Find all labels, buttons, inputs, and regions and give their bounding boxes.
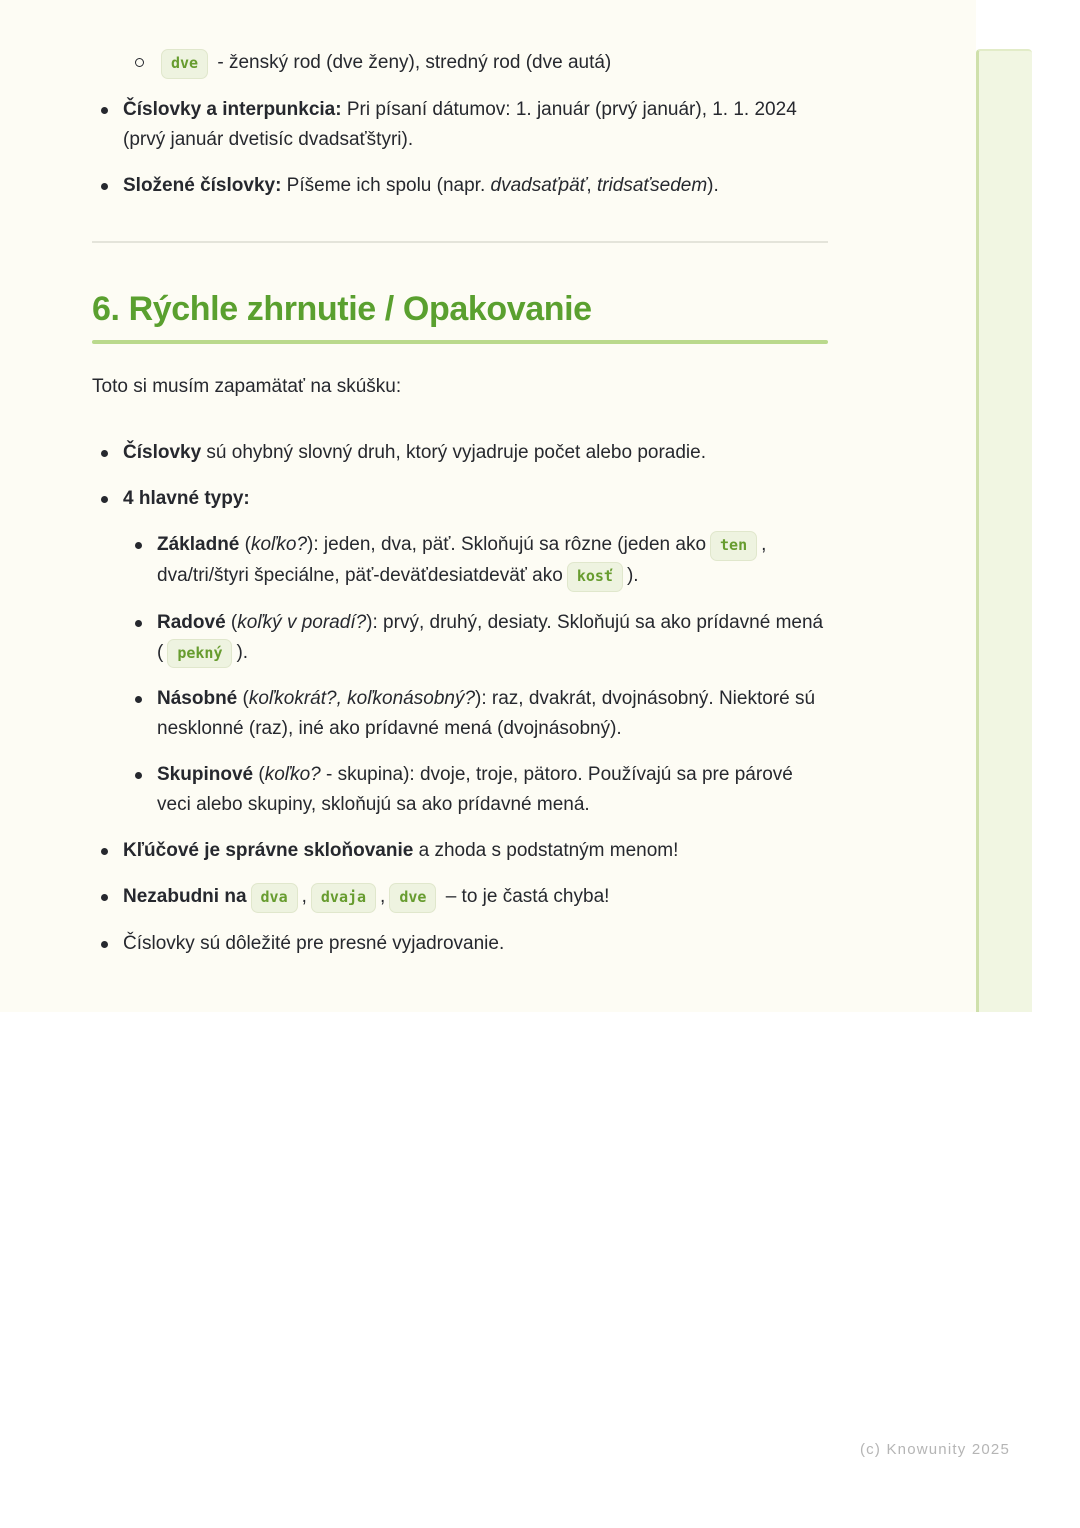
- code-badge: kosť: [567, 562, 623, 592]
- list-item-text: [157, 688, 815, 739]
- bold-text: Číslovky: [123, 442, 202, 464]
- code-badge: dve: [161, 49, 208, 79]
- bold-text: 4 hlavné typy:: [123, 488, 250, 510]
- bullet-disc-icon: [135, 620, 142, 627]
- list-item: [126, 608, 828, 669]
- plain-text: ,: [586, 174, 597, 196]
- code-badge: ten: [710, 531, 757, 561]
- italic-text: koľkokrát?, koľkonásobný?: [248, 688, 476, 710]
- plain-text: (: [239, 534, 251, 556]
- list-item-text: [157, 612, 823, 663]
- code-badge: dvaja: [311, 883, 376, 913]
- plain-text: – to je častá chyba!: [440, 886, 610, 908]
- bold-text: Základné: [157, 534, 240, 556]
- list-item-text: [123, 886, 609, 907]
- plain-text: Píšeme ich spolu (napr.: [281, 174, 491, 196]
- list-item: [92, 484, 828, 514]
- code-badge: pekný: [167, 639, 232, 669]
- bullet-circle-icon: [135, 58, 144, 67]
- list-item: [126, 48, 828, 79]
- content-area: [92, 48, 828, 975]
- list-item: [92, 95, 828, 155]
- list-item-text: [157, 534, 766, 586]
- bold-text: Radové: [157, 611, 226, 633]
- list-item: [126, 530, 828, 592]
- section-divider: [92, 241, 828, 243]
- plain-text: ): raz, dvakrát, dvojnásobný. Niektoré sú nesklonné (raz), iné ako prídavné mená (dvojnásobný).: [157, 688, 816, 740]
- list-item-text: [123, 840, 678, 861]
- bold-text: Číslovky a interpunkcia:: [123, 98, 342, 120]
- plain-text: ).: [626, 564, 639, 586]
- next-page-edge: [976, 49, 1032, 1012]
- bullet-disc-icon: [135, 772, 142, 779]
- list-item-text: [157, 52, 611, 73]
- bullet-disc-icon: [101, 894, 108, 901]
- plain-text: ,: [380, 886, 386, 908]
- plain-text: (: [253, 764, 265, 786]
- bullet-disc-icon: [101, 941, 108, 948]
- plain-text: sú ohybný slovný druh, ktorý vyjadruje počet alebo poradie.: [201, 442, 707, 464]
- list-item: [126, 684, 828, 744]
- italic-text: koľko?: [250, 534, 308, 556]
- list-item-text: [123, 488, 250, 509]
- section-heading: 6. Rýchle zhrnutie / Opakovanie: [92, 289, 592, 328]
- bold-text: Nezabudni na: [123, 886, 247, 908]
- bullet-disc-icon: [101, 450, 108, 457]
- bullet-disc-icon: [135, 542, 142, 549]
- plain-text: Pri písaní dátumov: 1. január (prvý január), 1. 1. 2024 (prvý január dvetisíc dvadsaťštyri).: [123, 98, 797, 150]
- plain-text: Číslovky sú dôležité pre presné vyjadrovanie.: [123, 933, 505, 955]
- list-item: [92, 171, 828, 201]
- list-item-text: [123, 175, 719, 196]
- plain-text: , dva/tri/štyri špeciálne, päť-deväťdesiatdeväť ako: [157, 534, 767, 586]
- italic-text: tridsaťsedem: [596, 174, 708, 196]
- list-item: [92, 438, 828, 468]
- plain-text: (: [225, 611, 238, 633]
- plain-text: ): jeden, dva, päť. Skloňujú sa rôzne (jeden ako: [307, 534, 707, 556]
- bold-text: Skupinové: [157, 764, 254, 786]
- list-item: [92, 836, 828, 866]
- copyright-text: (c) Knowunity 2025: [859, 1441, 1010, 1458]
- bullet-disc-icon: [101, 496, 108, 503]
- list-item-text: [157, 764, 793, 815]
- list-item: [92, 929, 828, 959]
- plain-text: - ženský rod (dve ženy), stredný rod (dve autá): [212, 52, 612, 73]
- list-item-text: [123, 933, 504, 954]
- bullet-disc-icon: [101, 848, 108, 855]
- list-item-text: [123, 442, 706, 463]
- bold-text: Složené číslovky:: [123, 174, 282, 196]
- plain-text: (: [237, 688, 249, 710]
- summary-list: [92, 438, 828, 959]
- intro-list: [92, 48, 828, 201]
- plain-text: ).: [707, 174, 719, 196]
- bullet-disc-icon: [101, 183, 108, 190]
- heading-underline: [92, 340, 828, 344]
- bold-text: Násobné: [157, 688, 238, 710]
- bullet-disc-icon: [101, 107, 108, 114]
- plain-text: - skupina): dvoje, troje, pätoro. Používajú sa pre párové veci alebo skupiny, skloňujú sa ako prídavné mená.: [157, 764, 793, 816]
- italic-text: dvadsaťpäť: [490, 174, 587, 196]
- bold-text: Kľúčové je správne skloňovanie: [123, 840, 414, 862]
- plain-text: ): prvý, druhý, desiaty. Skloňujú sa ako prídavné mená (: [157, 611, 824, 663]
- code-badge: dva: [251, 883, 298, 913]
- intro-paragraph: Toto si musím zapamätať na skúšku:: [92, 376, 402, 398]
- list-item: [126, 760, 828, 820]
- bullet-disc-icon: [135, 696, 142, 703]
- list-item: [92, 882, 828, 913]
- plain-text: ).: [236, 641, 249, 663]
- plain-text: ,: [301, 886, 307, 908]
- plain-text: a zhoda s podstatným menom!: [413, 840, 679, 862]
- italic-text: koľko?: [264, 764, 321, 786]
- list-item-text: [123, 99, 797, 150]
- italic-text: koľký v poradí?: [237, 611, 367, 633]
- code-badge: dve: [389, 883, 436, 913]
